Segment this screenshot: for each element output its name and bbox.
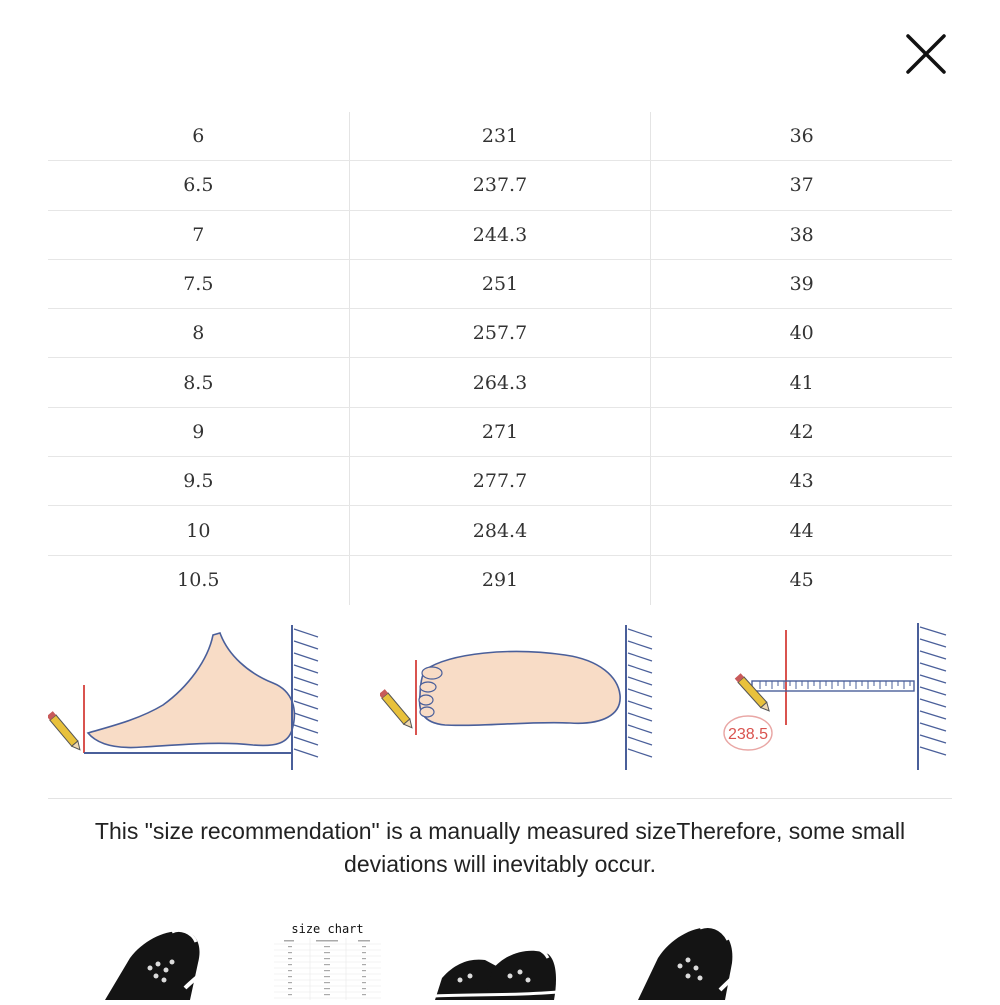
us-size-cell: 9.5 [183, 470, 214, 493]
foot-length-cell: 291 [349, 556, 651, 605]
us-size-cell: 6.5 [183, 174, 214, 197]
foot-length-cell: 237.7 [349, 161, 651, 209]
thumbnail-strip [0, 918, 1000, 1000]
us-size-cell: 7 [192, 223, 205, 246]
eu-size-cell: 38 [650, 211, 952, 259]
shoe-thumbnail-3[interactable] [630, 918, 745, 1000]
eu-size-cell: 41 [650, 358, 952, 406]
eu-size-cell: 36 [650, 112, 952, 160]
eu-size-cell: 43 [650, 457, 952, 505]
table-row [48, 112, 952, 161]
foot-length-cell: 231 [349, 112, 651, 160]
shoe-icon [100, 918, 210, 1000]
wall-icon [292, 625, 318, 770]
divider [48, 798, 952, 799]
shoe-icon [430, 918, 560, 1000]
eu-size-cell: 42 [650, 408, 952, 456]
size-chart-thumbnail-title: size chart [291, 922, 364, 936]
table-row [48, 260, 952, 309]
pencil-icon [735, 673, 772, 713]
us-size-cell: 9 [192, 420, 205, 443]
size-note: This "size recommendation" is a manually measured sizeTherefore, some small deviations will inevitably occur. [94, 818, 906, 877]
pencil-icon [380, 689, 415, 730]
eu-size-cell: 39 [650, 260, 952, 308]
foot-top-view-illustration [380, 615, 660, 775]
eu-size-cell: 37 [650, 161, 952, 209]
foot-length-cell: 264.3 [349, 358, 651, 406]
foot-length-cell: 244.3 [349, 211, 651, 259]
shoe-thumbnail-1[interactable] [100, 918, 210, 1000]
table-row [48, 309, 952, 358]
table-row [48, 161, 952, 210]
eu-size-cell: 45 [650, 556, 952, 605]
wall-icon [626, 625, 652, 770]
shoe-thumbnail-2[interactable] [430, 918, 560, 1000]
close-icon [900, 28, 952, 80]
table-row [48, 506, 952, 555]
table-row [48, 408, 952, 457]
size-table [48, 112, 952, 605]
wall-icon [918, 623, 946, 770]
us-size-cell: 10.5 [177, 569, 220, 592]
close-button[interactable] [900, 28, 952, 80]
ruler-icon [752, 681, 914, 691]
us-size-cell: 10 [186, 519, 211, 542]
pencil-icon [48, 711, 83, 752]
foot-length-cell: 251 [349, 260, 651, 308]
size-chart-thumbnail[interactable] [270, 924, 385, 1000]
foot-length-cell: 271 [349, 408, 651, 456]
shoe-icon [630, 918, 745, 1000]
us-size-cell: 8 [192, 322, 205, 345]
foot-length-cell: 257.7 [349, 309, 651, 357]
foot-length-cell: 284.4 [349, 506, 651, 554]
foot-length-cell: 277.7 [349, 457, 651, 505]
ruler-measurement-illustration [700, 615, 952, 775]
table-row [48, 556, 952, 605]
table-row [48, 211, 952, 260]
us-size-cell: 8.5 [183, 371, 214, 394]
eu-size-cell: 44 [650, 506, 952, 554]
measurement-label: 238.5 [727, 726, 769, 743]
foot-side-view-illustration [48, 615, 328, 775]
us-size-cell: 7.5 [183, 273, 214, 296]
table-row [48, 457, 952, 506]
us-size-cell: 6 [192, 125, 205, 148]
table-row [48, 358, 952, 407]
size-chart-preview [270, 936, 385, 1000]
eu-size-cell: 40 [650, 309, 952, 357]
